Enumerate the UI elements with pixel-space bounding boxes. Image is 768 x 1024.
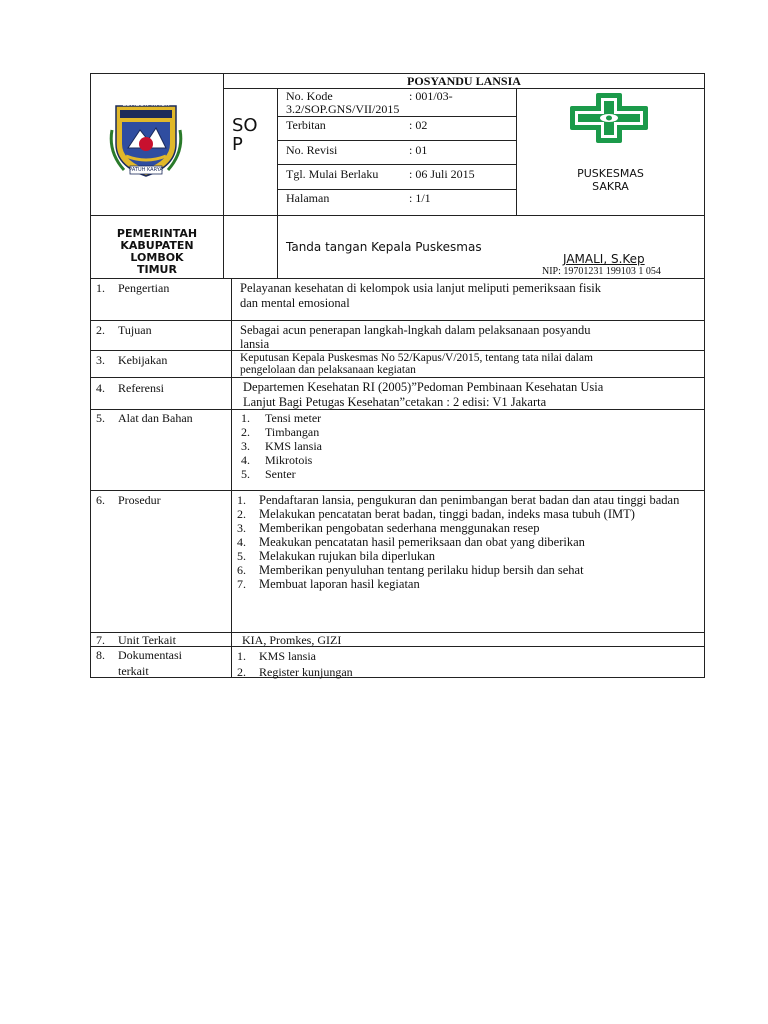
list-text: Memberikan penyuluhan tentang perilaku hidup bersih dan sehat xyxy=(259,563,584,577)
table-border-left xyxy=(90,73,91,677)
row-label-unit-terkait: Unit Terkait xyxy=(118,633,176,647)
list-item xyxy=(241,467,691,481)
row-line xyxy=(90,632,705,633)
content-line: pengelolaan dan pelaksanaan kegiatan xyxy=(240,364,416,376)
field-label-tgl: Tgl. Mulai Berlaku xyxy=(286,167,379,181)
row-number: 7. xyxy=(96,633,105,647)
pemerintah-line4: TIMUR xyxy=(137,263,177,276)
row-number: 2. xyxy=(96,323,105,337)
list-text: Melakukan rujukan bila diperlukan xyxy=(259,549,435,563)
content-line: dan mental emosional xyxy=(240,296,350,310)
list-number: 5. xyxy=(237,549,246,563)
puskesmas-logo xyxy=(566,92,654,144)
list-text: Mikrotois xyxy=(265,453,313,467)
field-row-line xyxy=(277,116,516,117)
field-row-line xyxy=(277,164,516,165)
table-border-right xyxy=(704,73,705,677)
content-line: Keputusan Kepala Puskesmas No 52/Kapus/V/2015, tentang tata nilai dalam xyxy=(240,352,593,364)
list-text: Pendaftaran lansia, pengukuran dan penimbangan berat badan dan atau tinggi badan xyxy=(259,493,680,507)
emblem-text-bottom: PATUH KARYA xyxy=(129,167,163,173)
list-item xyxy=(237,521,695,535)
header-col-divider-3 xyxy=(516,88,517,215)
list-number: 3. xyxy=(241,439,250,453)
list-text: Register kunjungan xyxy=(259,665,353,679)
field-value-terbitan: : 02 xyxy=(409,118,428,132)
row-content-referensi xyxy=(243,380,603,410)
field-value-halaman: : 1/1 xyxy=(409,191,431,205)
row-number: 3. xyxy=(96,353,105,367)
sop-label: SO P xyxy=(232,115,258,155)
row-content-kebijakan xyxy=(240,352,593,376)
row-line xyxy=(90,646,705,647)
emblem-text-top: LOMBOK TIMUR xyxy=(122,101,170,108)
list-number: 2. xyxy=(237,665,246,679)
row-label-kebijakan: Kebijakan xyxy=(118,353,168,367)
header-divider xyxy=(90,215,705,216)
header-bottom-border xyxy=(90,278,705,279)
field-value-tgl: : 06 Juli 2015 xyxy=(409,167,475,181)
pemerintah-line3: LOMBOK xyxy=(130,251,184,264)
row-content-unit-terkait: KIA, Promkes, GIZI xyxy=(242,633,342,647)
puskesmas-name-line1: PUSKESMAS xyxy=(577,167,644,180)
list-text: Timbangan xyxy=(265,425,320,439)
list-text: KMS lansia xyxy=(259,649,316,663)
list-text: KMS lansia xyxy=(265,439,322,453)
content-line: Sebagai acun penerapan langkah-lngkah dalam pelaksanaan posyandu xyxy=(240,323,591,337)
row-number: 6. xyxy=(96,493,105,507)
list-text: Senter xyxy=(265,467,296,481)
content-line: lansia xyxy=(240,337,270,351)
prosedur-list xyxy=(237,493,695,591)
field-row-line xyxy=(277,189,516,190)
list-number: 2. xyxy=(241,425,250,439)
list-number: 3. xyxy=(237,521,246,535)
content-line: Lanjut Bagi Petugas Kesehatan”cetakan : 2 edisi: V1 Jakarta xyxy=(243,395,547,409)
field-value-kode-continued: 3.2/SOP.GNS/VII/2015 xyxy=(286,102,400,116)
list-item xyxy=(237,648,695,664)
row-label-tujuan: Tujuan xyxy=(118,323,152,337)
list-number: 7. xyxy=(237,577,246,591)
list-number: 5. xyxy=(241,467,250,481)
field-label-kode: No. Kode xyxy=(286,89,333,103)
list-item xyxy=(237,507,695,521)
signer-nip: NIP: 19701231 199103 1 054 xyxy=(542,266,661,277)
list-item xyxy=(237,563,695,577)
signature-label: Tanda tangan Kepala Puskesmas xyxy=(286,240,482,254)
row-label-pengertian: Pengertian xyxy=(118,281,170,295)
row-content-tujuan xyxy=(240,323,591,351)
field-label-terbitan: Terbitan xyxy=(286,118,326,132)
list-text: Melakukan pencatatan berat badan, tinggi badan, indeks masa tubuh (IMT) xyxy=(259,507,635,521)
list-item xyxy=(241,411,691,425)
header-col-divider-1 xyxy=(223,73,224,278)
list-item xyxy=(237,664,695,680)
field-value-kode: : 001/03- xyxy=(409,89,453,103)
alat-bahan-list xyxy=(241,411,691,481)
list-number: 1. xyxy=(237,649,246,663)
row-number: 4. xyxy=(96,381,105,395)
field-label-halaman: Halaman xyxy=(286,191,330,205)
list-text: Membuat laporan hasil kegiatan xyxy=(259,577,420,591)
row-label-prosedur: Prosedur xyxy=(118,493,161,507)
list-item xyxy=(237,493,695,507)
dokumentasi-list xyxy=(237,648,695,680)
content-line: Pelayanan kesehatan di kelompok usia lanjut meliputi pemeriksaan fisik xyxy=(240,281,602,295)
list-item xyxy=(237,549,695,563)
row-number: 1. xyxy=(96,281,105,295)
row-content-pengertian xyxy=(240,281,601,311)
row-line xyxy=(90,377,705,378)
signer-name: JAMALI, S.Kep xyxy=(563,252,645,266)
row-line xyxy=(90,320,705,321)
row-label-alat-bahan: Alat dan Bahan xyxy=(118,411,193,425)
list-item xyxy=(237,577,695,591)
document-title: POSYANDU LANSIA xyxy=(407,74,521,88)
list-number: 1. xyxy=(241,411,250,425)
list-number: 4. xyxy=(241,453,250,467)
list-text: Memberikan pengobatan sederhana menggunakan resep xyxy=(259,521,540,535)
list-item xyxy=(241,453,691,467)
list-number: 4. xyxy=(237,535,246,549)
list-text: Meakukan pencatatan hasil pemeriksaan dan obat yang diberikan xyxy=(259,535,585,549)
puskesmas-name-line2: SAKRA xyxy=(592,180,629,193)
row-line xyxy=(90,490,705,491)
pemerintah-line2: KABUPATEN xyxy=(120,239,194,252)
list-number: 1. xyxy=(237,493,246,507)
field-label-revisi: No. Revisi xyxy=(286,143,338,157)
pemerintah-line1: PEMERINTAH xyxy=(116,227,198,240)
row-label-dokumentasi: Dokumentasi xyxy=(118,648,182,662)
content-line: Departemen Kesehatan RI (2005)”Pedoman Pembinaan Kesehatan Usia xyxy=(243,380,604,394)
list-item xyxy=(241,425,691,439)
body-col-divider xyxy=(231,278,232,677)
row-number: 8. xyxy=(96,648,105,662)
list-text: Tensi meter xyxy=(265,411,322,425)
list-item xyxy=(241,439,691,453)
row-label-referensi: Referensi xyxy=(118,381,164,395)
row-number: 5. xyxy=(96,411,105,425)
list-number: 6. xyxy=(237,563,246,577)
field-value-revisi: : 01 xyxy=(409,143,428,157)
field-row-line xyxy=(277,140,516,141)
list-number: 2. xyxy=(237,507,246,521)
row-label-dokumentasi-terkait: terkait xyxy=(118,664,149,678)
list-item xyxy=(237,535,695,549)
